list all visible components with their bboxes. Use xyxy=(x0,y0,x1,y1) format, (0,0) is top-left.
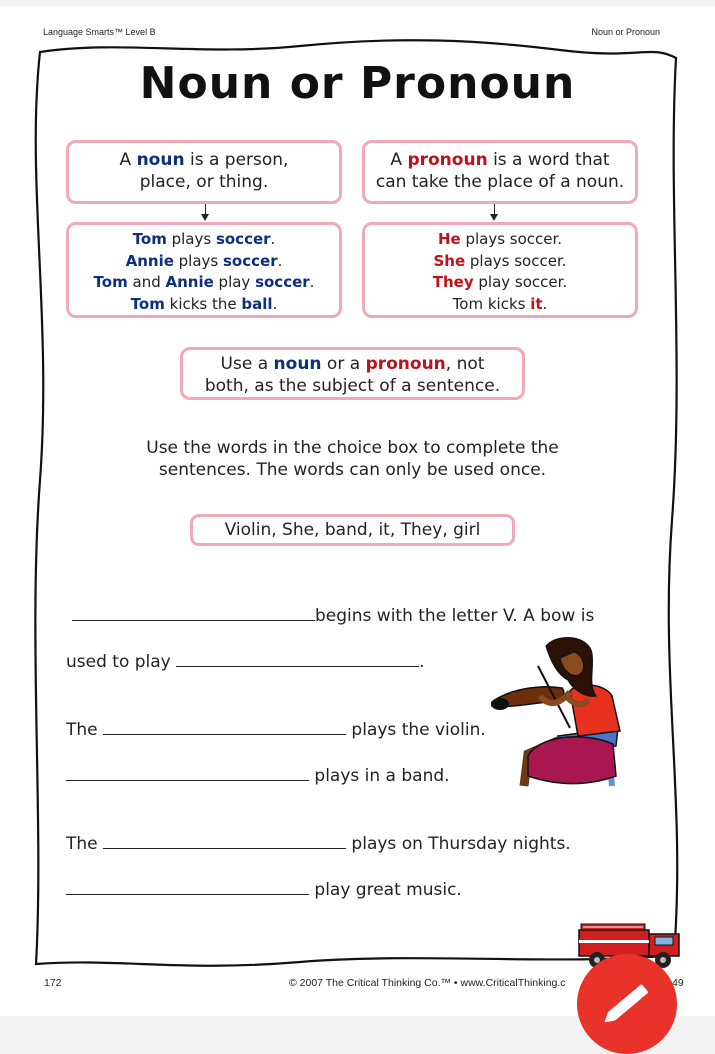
highlighted-word: They xyxy=(432,273,474,291)
highlighted-word: ball xyxy=(241,294,273,313)
example-text: play xyxy=(213,273,256,291)
example-sentence xyxy=(69,272,339,294)
highlighted-word: Tom xyxy=(130,294,165,313)
highlighted-word: it xyxy=(530,294,543,313)
noun-arrowhead xyxy=(201,214,209,221)
answer-blank-5[interactable] xyxy=(103,832,346,849)
highlighted-word: soccer xyxy=(223,251,278,270)
highlighted-word: Tom xyxy=(132,230,167,248)
example-text: Tom kicks xyxy=(452,294,531,313)
example-text: plays xyxy=(173,251,223,270)
example-text: plays soccer. xyxy=(465,251,567,270)
example-sentence xyxy=(69,294,339,316)
pronoun-arrowhead xyxy=(490,214,498,221)
sentence-6: play great music. xyxy=(66,878,462,900)
noun-keyword: noun xyxy=(136,150,185,170)
example-sentence xyxy=(365,294,635,316)
example-text: . xyxy=(277,251,283,270)
example-sentence xyxy=(365,272,635,294)
sentence-5: The plays on Thursday nights. xyxy=(66,834,571,854)
example-text: plays soccer. xyxy=(460,230,563,248)
copyright-footer: © 2007 The Critical Thinking Co.™ • www.CriticalThinking.c xyxy=(289,977,566,989)
example-text: play soccer. xyxy=(473,273,568,291)
example-sentence xyxy=(69,251,339,273)
example-text: plays xyxy=(166,230,216,248)
page-title: Noun or Pronoun xyxy=(139,58,576,109)
noun-examples-box xyxy=(66,222,342,318)
girl-playing-violin-illustration xyxy=(488,636,638,791)
example-sentence xyxy=(365,229,635,251)
sentence-2: used to play . xyxy=(66,652,425,672)
answer-blank-2[interactable] xyxy=(176,650,419,667)
choice-box: Violin, She, band, it, They, girl xyxy=(190,514,515,546)
answer-blank-3[interactable] xyxy=(103,718,346,735)
noun-definition-box: A noun is a person, place, or thing. xyxy=(66,140,342,204)
rule-box: Use a noun or a pronoun, not both, as the subject of a sentence. xyxy=(180,347,525,400)
pronoun-definition-box: A pronoun is a word that can take the place of a noun. xyxy=(362,140,638,204)
highlighted-word: He xyxy=(437,230,461,248)
answer-blank-4[interactable] xyxy=(66,764,309,781)
pencil-icon xyxy=(577,954,677,1054)
highlighted-word: Annie xyxy=(165,273,214,291)
highlighted-word: She xyxy=(433,251,466,270)
sentence-1: begins with the letter V. A bow is xyxy=(72,604,594,626)
highlighted-word: soccer xyxy=(255,273,310,291)
sentence-4: plays in a band. xyxy=(66,764,450,786)
edit-fab-button[interactable] xyxy=(577,954,677,1054)
example-sentence xyxy=(69,229,339,251)
answer-blank-6[interactable] xyxy=(66,878,309,895)
pronoun-examples-box xyxy=(362,222,638,318)
header-right: Noun or Pronoun xyxy=(591,27,660,37)
footer-right-number: 49 xyxy=(672,977,684,989)
highlighted-word: Annie xyxy=(125,251,174,270)
highlighted-word: Tom xyxy=(93,273,128,291)
page-number: 172 xyxy=(44,977,62,989)
example-text: . xyxy=(272,294,278,313)
example-text: . xyxy=(270,230,276,248)
example-text: kicks the xyxy=(164,294,242,313)
instructions: Use the words in the choice box to complete the sentences. The words can only be used once. xyxy=(146,438,559,480)
example-text: . xyxy=(542,294,548,313)
pronoun-keyword: pronoun xyxy=(407,150,488,170)
highlighted-word: soccer xyxy=(215,230,271,248)
example-sentence xyxy=(365,251,635,273)
sentence-3: The plays the violin. xyxy=(66,720,486,740)
example-text: . xyxy=(309,273,315,291)
example-text: and xyxy=(127,273,166,291)
header-left: Language Smarts™ Level B xyxy=(43,27,156,37)
answer-blank-1[interactable] xyxy=(72,604,315,621)
